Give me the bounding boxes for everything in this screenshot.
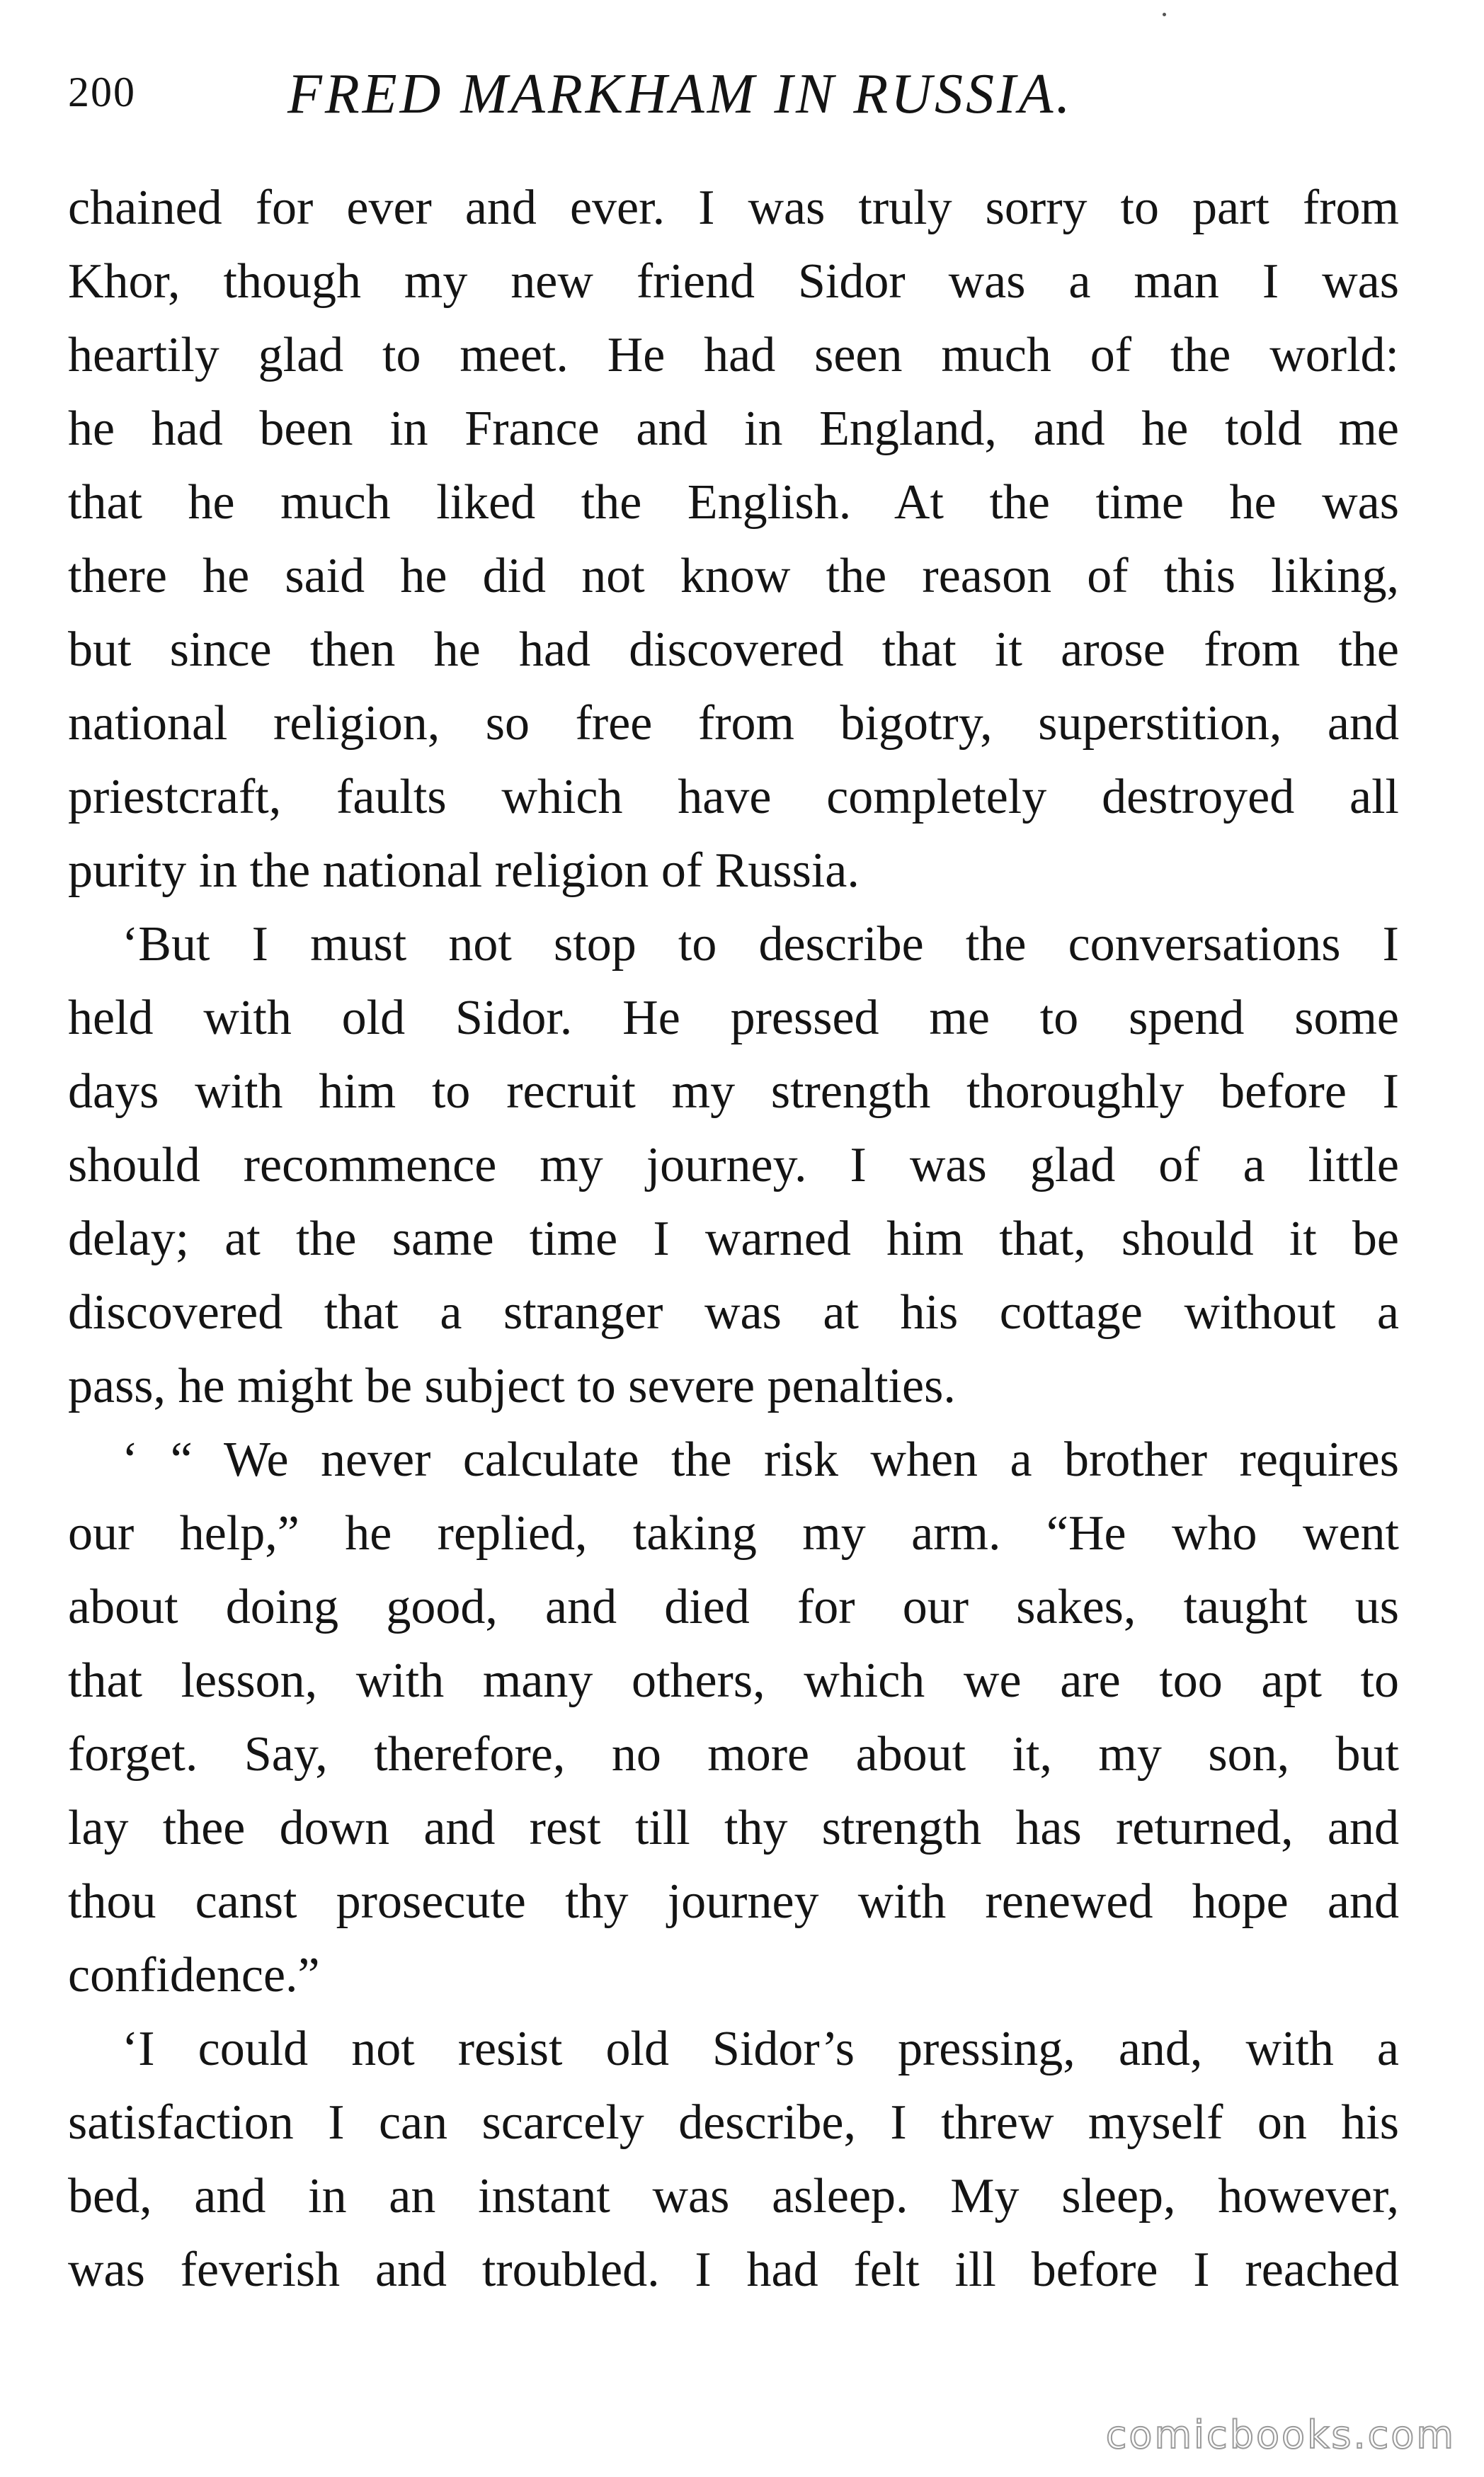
text-line: ‘But I must not stop to describe the conversations I	[122, 917, 1399, 972]
text-line: he had been in France and in England, and he told me	[68, 402, 1399, 456]
page-header	[68, 62, 1413, 140]
text-line: ‘ “ We never calculate the risk when a brother requires	[122, 1433, 1399, 1487]
text-line: discovered that a stranger was at his cottage without a	[68, 1285, 1399, 1340]
text-line: confidence.”	[68, 1948, 320, 2003]
text-line: held with old Sidor. He pressed me to spend some	[68, 991, 1399, 1045]
text-line: that he much liked the English. At the time he was	[68, 475, 1399, 530]
text-line: heartily glad to meet. He had seen much of the world:	[68, 328, 1399, 382]
text-line: priestcraft, faults which have completely destroyed all	[68, 770, 1399, 824]
text-line: pass, he might be subject to severe penalties.	[68, 1359, 956, 1413]
text-line: national religion, so free from bigotry, superstition, and	[68, 696, 1399, 751]
text-line: Khor, though my new friend Sidor was a man I was	[68, 254, 1399, 309]
text-line: but since then he had discovered that it arose from the	[68, 622, 1399, 677]
paragraph-2	[68, 908, 1399, 1423]
text-line: forget. Say, therefore, no more about it, my son, but	[68, 1727, 1399, 1782]
text-line: was feverish and troubled. I had felt ill before I reached	[68, 2243, 1399, 2297]
text-line: chained for ever and ever. I was truly sorry to part from	[68, 181, 1399, 235]
watermark: comicbooks.com	[1105, 2413, 1456, 2457]
paragraph-1	[68, 171, 1399, 908]
running-title: FRED MARKHAM IN RUSSIA.	[287, 63, 1073, 125]
text-line: should recommence my journey. I was glad of a little	[68, 1138, 1399, 1192]
text-line: thou canst prosecute thy journey with renewed hope and	[68, 1874, 1399, 1929]
text-line: there he said he did not know the reason of this liking,	[68, 549, 1399, 603]
text-line: ‘I could not resist old Sidor’s pressing, and, with a	[122, 2022, 1399, 2076]
body-text	[68, 171, 1399, 2307]
text-line: our help,” he replied, taking my arm. “He who went	[68, 1506, 1399, 1561]
text-line: delay; at the same time I warned him that, should it be	[68, 1212, 1399, 1266]
paragraph-4	[68, 2012, 1399, 2307]
text-line: that lesson, with many others, which we are too apt to	[68, 1653, 1399, 1708]
text-line: purity in the national religion of Russia.	[68, 843, 860, 898]
paragraph-3	[68, 1423, 1399, 2012]
text-line: satisfaction I can scarcely describe, I threw myself on his	[68, 2095, 1399, 2150]
page-number: 200	[68, 69, 136, 115]
print-speck	[1163, 13, 1166, 16]
text-line: about doing good, and died for our sakes, taught us	[68, 1580, 1399, 1634]
text-line: bed, and in an instant was asleep. My sleep, however,	[68, 2169, 1399, 2223]
text-line: days with him to recruit my strength thoroughly before I	[68, 1064, 1399, 1119]
text-line: lay thee down and rest till thy strength has returned, and	[68, 1801, 1399, 1855]
